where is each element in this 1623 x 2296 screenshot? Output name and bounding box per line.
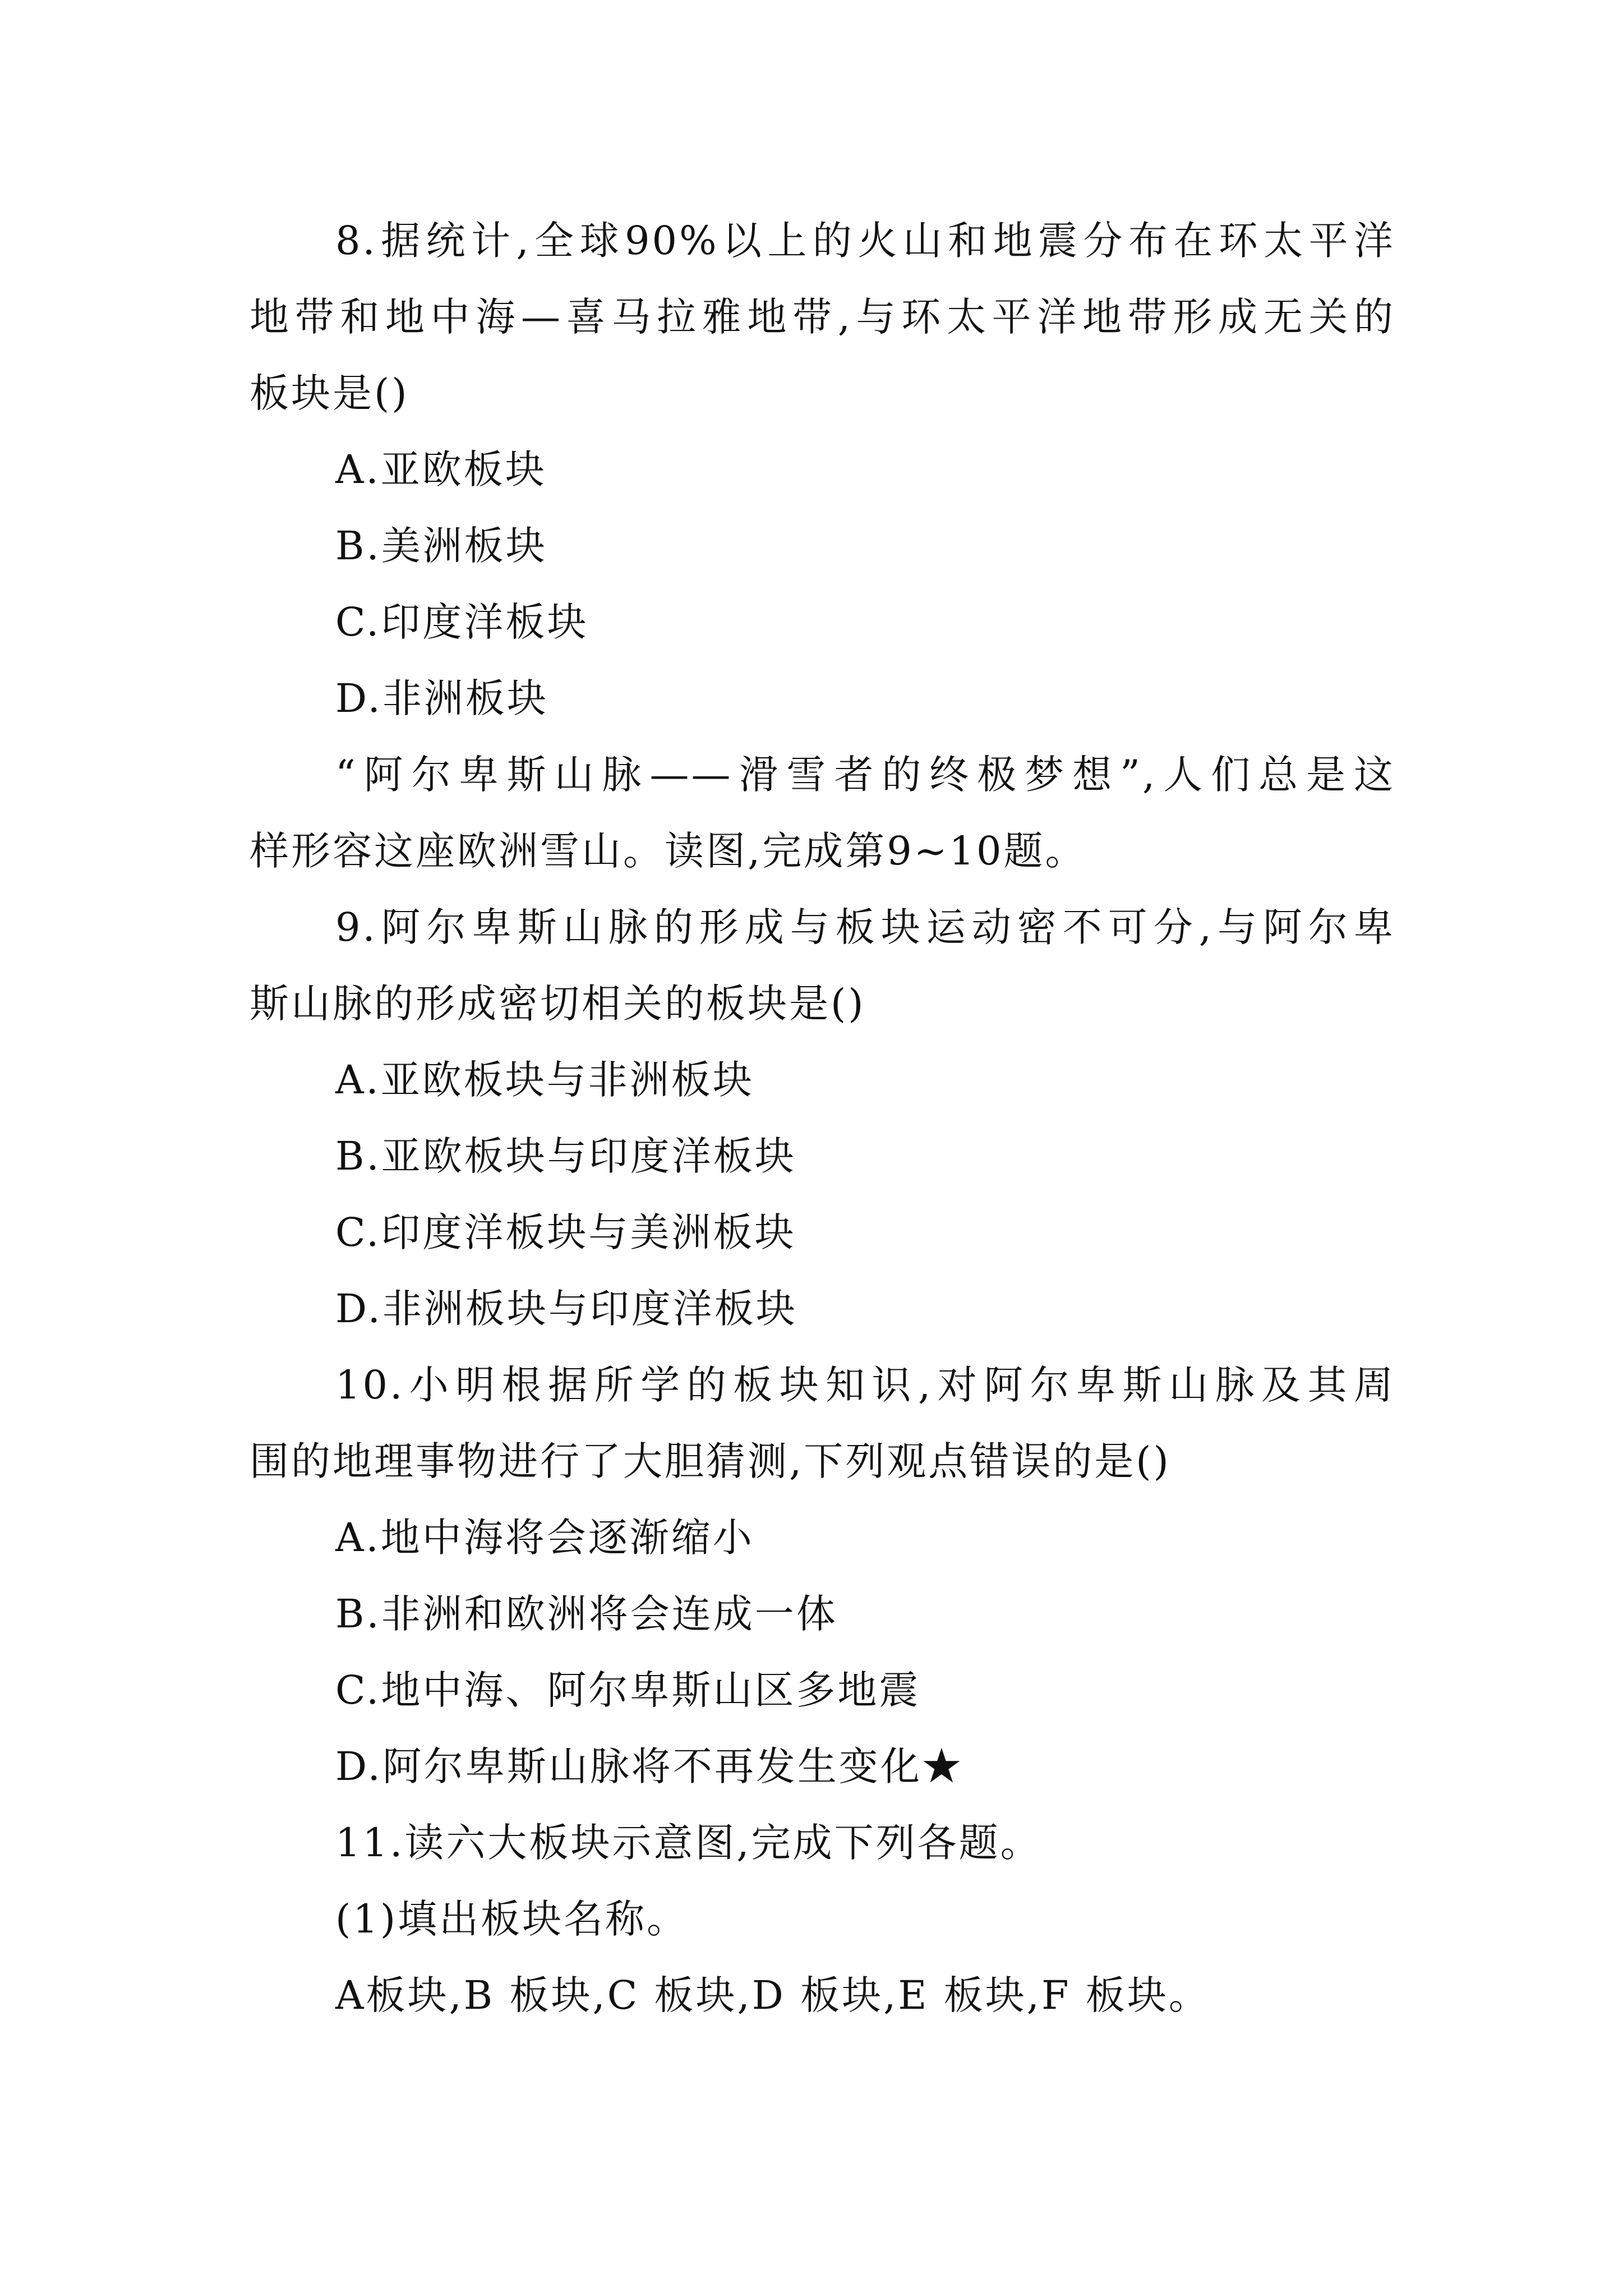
q8-option-d: D.非洲板块 bbox=[335, 675, 548, 721]
q9-option-d: D.非洲板块与印度洋板块 bbox=[335, 1286, 797, 1332]
q8-line-1: 8.据统计,全球90%以上的火山和地震分布在环太平洋 bbox=[335, 218, 1395, 264]
intro-line-2: 样形容这座欧洲雪山。读图,完成第9~10题。 bbox=[250, 828, 1087, 874]
q9-option-a: A.亚欧板块与非洲板块 bbox=[335, 1057, 754, 1103]
q10-option-c: C.地中海、阿尔卑斯山区多地震 bbox=[335, 1667, 921, 1713]
q9-option-b: B.亚欧板块与印度洋板块 bbox=[335, 1133, 796, 1179]
q8-line-3: 板块是() bbox=[250, 370, 409, 416]
q8-option-b: B.美洲板块 bbox=[335, 523, 547, 569]
q8-option-a: A.亚欧板块 bbox=[335, 447, 547, 493]
q11-plate-name-blanks: A板块,B 板块,C 板块,D 板块,E 板块,F 板块。 bbox=[335, 1972, 1210, 2018]
q8-line-2: 地带和地中海—喜马拉雅地带,与环太平洋地带形成无关的 bbox=[250, 294, 1395, 340]
intro-line-1: “阿尔卑斯山脉——滑雪者的终极梦想”,人们总是这 bbox=[335, 752, 1395, 798]
q10-line-1: 10.小明根据所学的板块知识,对阿尔卑斯山脉及其周 bbox=[335, 1362, 1395, 1408]
q10-line-2: 围的地理事物进行了大胆猜测,下列观点错误的是() bbox=[250, 1438, 1171, 1484]
q10-option-d: D.阿尔卑斯山脉将不再发生变化★ bbox=[335, 1743, 963, 1789]
q8-option-c: C.印度洋板块 bbox=[335, 599, 589, 645]
q9-line-2: 斯山脉的形成密切相关的板块是() bbox=[250, 981, 866, 1027]
q11-line-1: 11.读六大板块示意图,完成下列各题。 bbox=[335, 1820, 1042, 1866]
q10-option-a: A.地中海将会逐渐缩小 bbox=[335, 1515, 754, 1561]
q9-line-1: 9.阿尔卑斯山脉的形成与板块运动密不可分,与阿尔卑 bbox=[335, 904, 1395, 950]
q11-sub-question-1: (1)填出板块名称。 bbox=[335, 1896, 689, 1942]
q9-option-c: C.印度洋板块与美洲板块 bbox=[335, 1209, 796, 1255]
q10-option-b: B.非洲和欧洲将会连成一体 bbox=[335, 1591, 838, 1637]
